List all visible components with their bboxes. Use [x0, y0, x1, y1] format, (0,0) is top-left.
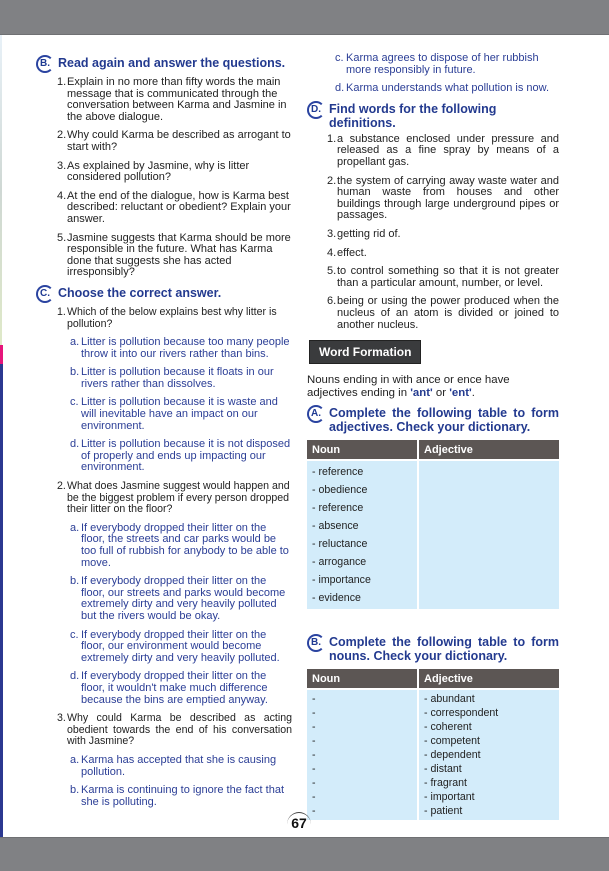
answer-option[interactable]: [70, 523, 292, 569]
table-cell-entry: [424, 499, 554, 517]
answer-option[interactable]: [70, 630, 292, 665]
mc-question-number: 1.: [57, 305, 66, 318]
answer-option[interactable]: [70, 576, 292, 622]
definition-item-number: 2.: [327, 174, 337, 187]
question-item: [57, 130, 292, 153]
table-b-badge-icon: B.: [307, 634, 325, 652]
question-item-text: Why could Karma be described as arrogant to start with?: [67, 129, 291, 153]
answer-option-number: a.: [70, 521, 80, 534]
definition-item-number: 1.: [327, 132, 337, 145]
section-c-q3-continued-options: [307, 53, 559, 95]
answer-option-text: Karma has accepted that she is causing pollution.: [81, 753, 277, 778]
table-a-badge-icon: A.: [307, 405, 325, 423]
definition-item-text: to control something so that it is not greater than a particular amount, number, or level.: [337, 265, 559, 289]
definition-item-number: 5.: [327, 265, 337, 278]
definition-item-number: 4.: [327, 246, 337, 259]
table-cell-entry: - importance: [312, 574, 371, 587]
answer-option-text: If everybody dropped their litter on the floor, our streets and parks would become extremely dirty and very heavily polluted but the rivers would be okay.: [81, 575, 286, 622]
table-cell-entry: - arrogance: [312, 556, 367, 569]
mc-question-text: Which of the below explains best why litter is pollution?: [67, 305, 277, 330]
answer-option[interactable]: [70, 397, 292, 432]
question-item: [57, 77, 292, 123]
answer-option[interactable]: [70, 439, 292, 474]
mc-question: [57, 713, 292, 748]
left-edge-stripe: [0, 35, 2, 345]
page-number: 67: [291, 815, 307, 831]
section-b-title: Read again and answer the questions.: [58, 56, 286, 70]
answer-option-number: b.: [70, 575, 80, 588]
answer-option-number: b.: [70, 366, 80, 379]
note-or: or: [432, 387, 450, 400]
note-text: Nouns ending in with ance or ence have adjectives ending in: [307, 374, 510, 400]
top-frame-bar: [0, 0, 609, 35]
table-cell-entry: [424, 589, 554, 607]
left-edge-pink-marker: [0, 345, 3, 364]
table-cell-entry: -: [312, 707, 316, 720]
table-cell-entry: -: [312, 763, 316, 776]
question-item-number: 2.: [57, 129, 67, 142]
definition-item: [327, 248, 559, 260]
table-cell-entry: -: [312, 721, 316, 734]
answer-option-text: Litter is pollution because it is not disposed of properly and ends up impacting our environment.: [81, 438, 291, 474]
answer-option-number: b.: [70, 784, 80, 797]
answer-option-number: a.: [70, 336, 80, 349]
note-ent: 'ent': [449, 387, 472, 400]
section-b-questions: [36, 77, 292, 279]
section-c-heading: [36, 286, 292, 303]
table-cell-entry: - abundant: [424, 693, 475, 706]
definition-item-text: a substance enclosed under pressure and released as a fine spray by means of a propellant gas.: [337, 132, 559, 168]
definition-item-text: effect.: [337, 246, 367, 259]
answer-option-number: d.: [335, 82, 345, 95]
section-d-heading: [307, 102, 559, 130]
definition-item-text: the system of carrying away waste water and human waste from houses and other buildings through large underground pipes or passages.: [337, 174, 559, 222]
mc-question-text: What does Jasmine suggest would happen and be the biggest problem if every person dropped their litter on the floor?: [67, 480, 290, 516]
question-item-text: As explained by Jasmine, why is litter considered pollution?: [67, 159, 250, 184]
table-cell-entry: -: [312, 693, 316, 706]
answer-option-number: c.: [335, 52, 344, 64]
table-cell-entry: - obedience: [312, 484, 368, 497]
question-item-text: Explain in no more than fifty words the main message that is communicated through the conversation between Karma and Jasmine in the above dialogue.: [67, 76, 287, 123]
table-b-header-adjective: Adjective: [419, 669, 559, 690]
table-cell-entry: -: [312, 805, 316, 818]
answer-option[interactable]: [70, 785, 292, 808]
definition-item: [327, 229, 559, 241]
table-cell-entry: - distant: [424, 763, 462, 776]
mc-question-number: 3.: [57, 712, 66, 725]
table-b: [305, 669, 561, 820]
answer-option-text: Litter is pollution because too many people throw it into our rivers rather than bins.: [81, 336, 290, 360]
answer-option-text: Karma agrees to dispose of her rubbish more responsibly in future.: [346, 52, 539, 76]
note-suffix: .: [471, 387, 475, 400]
table-a-header-noun: Noun: [307, 440, 417, 461]
table-cell-entry: -: [312, 735, 316, 748]
table-cell-entry: - fragrant: [424, 777, 467, 790]
answer-option[interactable]: [335, 53, 559, 76]
table-a-noun-cells: [307, 461, 417, 609]
table-b-adjective-cells: [419, 690, 559, 820]
answer-option-text: If everybody dropped their litter on the floor, the streets and car parks would be too full of rubbish for anybody to be able to move.: [81, 521, 289, 569]
table-a-adjective-cells[interactable]: [419, 461, 559, 609]
mc-question: [57, 481, 292, 516]
answer-option-text: Litter is pollution because it floats in our rivers rather than dissolves.: [81, 366, 274, 390]
mc-question-text: Why could Karma be described as acting obedient towards the end of his conversation with Jasmine?: [67, 712, 292, 748]
definition-item-text: being or using the power produced when the nucleus of an atom is divided or joined to another nucleus.: [337, 295, 559, 331]
section-c-title: Choose the correct answer.: [58, 285, 222, 300]
section-b-heading: [36, 56, 292, 73]
table-cell-entry: - reference: [312, 502, 364, 515]
word-formation-note: [307, 374, 559, 400]
table-cell-entry: - competent: [424, 735, 480, 748]
left-column: [36, 56, 292, 815]
question-item: [57, 233, 292, 279]
section-d-definitions: [307, 134, 559, 331]
word-formation-tab: Word Formation: [309, 340, 421, 364]
section-b-badge-icon: B.: [36, 55, 54, 73]
table-cell-entry: -: [312, 791, 316, 804]
table-cell-entry: - reluctance: [312, 538, 368, 551]
left-edge-blue-stripe: [0, 364, 3, 837]
table-cell-entry: - correspondent: [424, 707, 499, 720]
definition-item-number: 3.: [327, 227, 337, 240]
question-item-number: 3.: [57, 159, 67, 172]
table-cell-entry: -: [312, 749, 316, 762]
definition-item-text: getting rid of.: [337, 227, 401, 240]
table-a-header-adjective: Adjective: [419, 440, 559, 461]
question-item: [57, 161, 292, 184]
table-cell-entry: - important: [424, 791, 475, 804]
table-cell-entry: - coherent: [424, 721, 472, 734]
right-column: [307, 53, 559, 820]
table-b-heading: [307, 635, 559, 663]
section-c-badge-icon: C.: [36, 285, 54, 303]
table-cell-entry: - patient: [424, 805, 463, 818]
definition-item-number: 6.: [327, 295, 337, 308]
answer-option-number: a.: [70, 753, 80, 766]
question-item-number: 4.: [57, 189, 67, 202]
table-cell-entry: - dependent: [424, 749, 481, 762]
answer-option-number: c.: [70, 396, 79, 409]
table-cell-entry: -: [312, 777, 316, 790]
table-a: [305, 440, 561, 609]
definition-item: [327, 134, 559, 169]
table-cell-entry: [424, 571, 554, 589]
table-b-header-noun: Noun: [307, 669, 417, 690]
answer-option[interactable]: [70, 367, 292, 390]
table-cell-entry: [424, 535, 554, 553]
question-item-number: 5.: [57, 231, 67, 244]
answer-option[interactable]: [70, 671, 292, 706]
table-b-noun-cells[interactable]: [307, 690, 417, 820]
definition-item: [327, 176, 559, 222]
answer-option[interactable]: [70, 755, 292, 778]
question-item-text: Jasmine suggests that Karma should be more responsible in the future. What has Karma done that suggests she has acted irresponsibly?: [67, 231, 291, 279]
question-item-number: 1.: [57, 76, 67, 88]
answer-option-text: If everybody dropped their litter on the floor, it wouldn't make much difference because the bins are emptied anyway.: [81, 670, 268, 706]
answer-option-text: If everybody dropped their litter on the floor, our environment would become extremely dirty and very heavily polluted.: [81, 628, 280, 664]
section-d-title: Find words for the following definitions.: [329, 101, 497, 130]
definition-item: [327, 296, 559, 331]
section-d-badge-icon: D.: [307, 101, 325, 119]
table-cell-entry: [424, 553, 554, 571]
answer-option[interactable]: [335, 83, 559, 95]
table-cell-entry: - evidence: [312, 592, 361, 605]
table-cell-entry: [424, 517, 554, 535]
answer-option-number: d.: [70, 438, 80, 451]
table-cell-entry: [424, 463, 554, 481]
mc-question-number: 2.: [57, 480, 66, 493]
answer-option-text: Karma understands what pollution is now.: [346, 82, 550, 95]
definition-item: [327, 266, 559, 289]
answer-option-text: Karma is continuing to ignore the fact that she is polluting.: [81, 784, 285, 808]
answer-option-text: Litter is pollution because it is waste and will inevitable have an impact on our environment.: [81, 396, 278, 432]
table-cell-entry: - reference: [312, 466, 364, 479]
table-cell-entry: - absence: [312, 520, 359, 533]
section-c-questions: [36, 307, 292, 808]
answer-option[interactable]: [70, 337, 292, 360]
mc-question: [57, 307, 292, 330]
table-a-title: Complete the following table to form adjectives. Check your dictionary.: [329, 406, 559, 435]
answer-option-number: c.: [70, 628, 79, 641]
question-item: [57, 191, 292, 226]
table-b-title: Complete the following table to form nouns. Check your dictionary.: [329, 635, 559, 664]
bottom-frame-bar: [0, 837, 609, 871]
answer-option-number: d.: [70, 670, 80, 683]
table-a-heading: [307, 406, 559, 434]
table-cell-entry: [424, 481, 554, 499]
note-ant: 'ant': [410, 387, 433, 400]
question-item-text: At the end of the dialogue, how is Karma best described: reluctant or obedient? Explain your answer.: [67, 189, 291, 225]
